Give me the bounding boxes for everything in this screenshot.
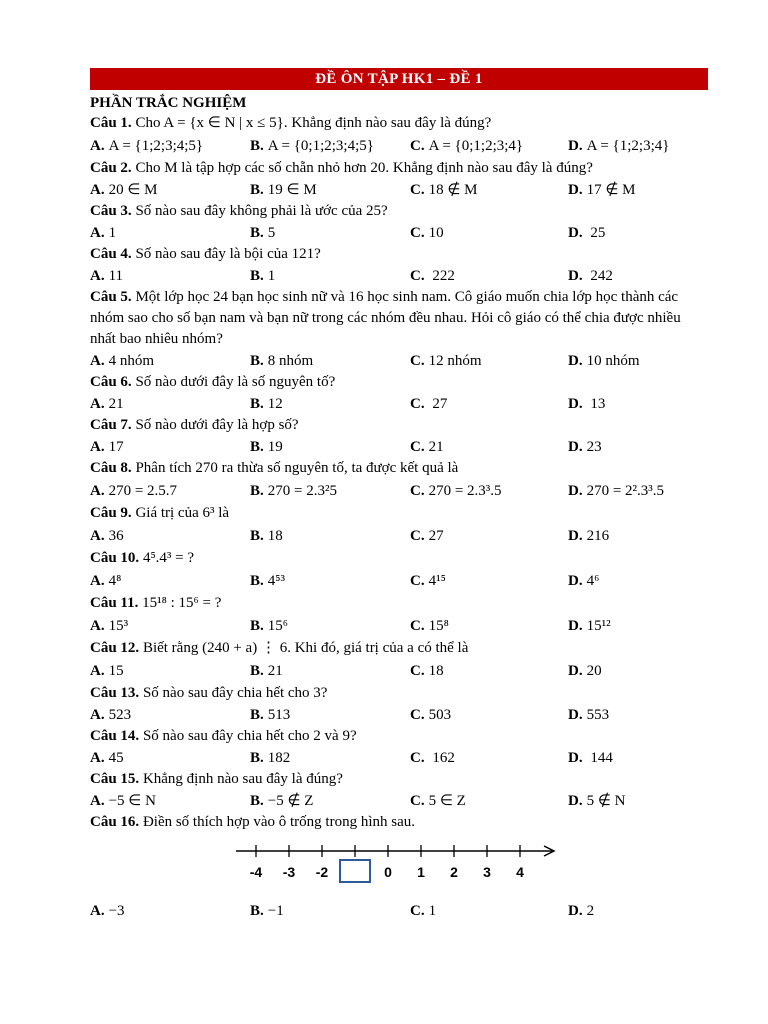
question-label: Câu 15. — [90, 771, 140, 787]
question-list — [90, 113, 708, 922]
option-c — [410, 393, 568, 415]
option-value: 513 — [267, 707, 291, 723]
question-text — [90, 113, 708, 134]
option-b — [250, 659, 410, 683]
option-value: 270 = 2.3³.5 — [428, 483, 502, 499]
option-label: C. — [410, 138, 425, 154]
option-b — [250, 614, 410, 638]
option-value: −1 — [267, 903, 284, 919]
option-value: 12 nhóm — [428, 353, 482, 369]
option-a — [90, 704, 250, 726]
option-label: A. — [90, 663, 105, 679]
option-value: 18 ∉ M — [428, 182, 478, 198]
options-row — [90, 704, 708, 726]
option-d — [568, 747, 708, 769]
option-label: D. — [568, 793, 583, 809]
options-row — [90, 222, 708, 244]
option-value: 216 — [586, 528, 610, 544]
option-d — [568, 393, 708, 415]
exam-page — [90, 68, 708, 922]
question-label: Câu 3. — [90, 203, 132, 219]
option-d — [568, 222, 708, 244]
option-label: D. — [568, 618, 583, 634]
option-value: A = {0;1;2;3;4;5} — [267, 138, 374, 154]
option-value: 17 ∉ M — [586, 182, 636, 198]
option-d — [568, 436, 708, 458]
option-label: C. — [410, 439, 425, 455]
question-label: Câu 9. — [90, 505, 132, 521]
option-value: 10 — [428, 225, 444, 241]
option-c — [410, 479, 568, 503]
number-line-figure — [230, 839, 708, 896]
option-label: B. — [250, 903, 264, 919]
question-label: Câu 10. — [90, 550, 140, 566]
option-label: D. — [568, 353, 583, 369]
option-a — [90, 265, 250, 287]
option-a — [90, 393, 250, 415]
question-text — [90, 201, 708, 222]
option-c — [410, 659, 568, 683]
option-value: 15 — [108, 663, 124, 679]
option-label: B. — [250, 618, 264, 634]
option-label: B. — [250, 138, 264, 154]
option-a — [90, 747, 250, 769]
option-d — [568, 900, 708, 922]
option-c — [410, 524, 568, 548]
option-a — [90, 134, 250, 158]
option-value: 11 — [108, 268, 124, 284]
number-line-label: -2 — [315, 864, 329, 880]
option-a — [90, 900, 250, 922]
option-c — [410, 569, 568, 593]
option-d — [568, 265, 708, 287]
option-a — [90, 436, 250, 458]
question-4 — [90, 244, 708, 287]
options-row — [90, 134, 708, 158]
option-value: 21 — [267, 663, 283, 679]
question-6 — [90, 372, 708, 415]
option-label: C. — [410, 618, 425, 634]
option-value: 4⁶ — [586, 573, 600, 589]
option-value: A = {0;1;2;3;4} — [428, 138, 524, 154]
option-value: 523 — [108, 707, 132, 723]
options-row — [90, 790, 708, 812]
option-value: −5 ∉ Z — [267, 793, 314, 809]
options-row — [90, 614, 708, 638]
number-line-label: -4 — [249, 864, 263, 880]
question-body: Số nào sau đây chia hết cho 3? — [142, 685, 328, 701]
question-body: Số nào dưới đây là số nguyên tố? — [135, 374, 336, 390]
option-label: A. — [90, 903, 105, 919]
option-label: B. — [250, 528, 264, 544]
question-text — [90, 593, 708, 614]
option-d — [568, 659, 708, 683]
option-label: B. — [250, 225, 264, 241]
question-3 — [90, 201, 708, 244]
option-label: A. — [90, 573, 105, 589]
option-value: 553 — [586, 707, 610, 723]
option-label: C. — [410, 750, 425, 766]
option-label: B. — [250, 707, 264, 723]
option-value: 15⁸ — [428, 618, 449, 634]
option-value: 25 — [586, 225, 606, 241]
option-value: 27 — [428, 528, 444, 544]
question-text — [90, 244, 708, 265]
options-row — [90, 524, 708, 548]
option-value: 21 — [108, 396, 124, 412]
option-label: D. — [568, 750, 583, 766]
options-row — [90, 747, 708, 769]
option-d — [568, 350, 708, 372]
option-label: A. — [90, 439, 105, 455]
option-c — [410, 179, 568, 201]
options-row — [90, 265, 708, 287]
option-label: A. — [90, 268, 105, 284]
question-body: 15¹⁸ : 15⁶ = ? — [142, 595, 222, 611]
option-label: B. — [250, 663, 264, 679]
option-c — [410, 704, 568, 726]
option-value: 13 — [586, 396, 606, 412]
option-value: 15¹² — [586, 618, 611, 634]
question-1 — [90, 113, 708, 158]
option-label: C. — [410, 707, 425, 723]
option-label: B. — [250, 439, 264, 455]
question-text — [90, 638, 708, 659]
question-2 — [90, 158, 708, 201]
option-value: A = {1;2;3;4;5} — [108, 138, 204, 154]
option-value: 4¹⁵ — [428, 573, 446, 589]
option-value: 1 — [267, 268, 276, 284]
option-label: B. — [250, 483, 264, 499]
question-label: Câu 16. — [90, 814, 140, 830]
option-label: A. — [90, 182, 105, 198]
question-13 — [90, 683, 708, 726]
option-label: D. — [568, 396, 583, 412]
option-value: 162 — [428, 750, 455, 766]
option-a — [90, 524, 250, 548]
question-text — [90, 726, 708, 747]
question-7 — [90, 415, 708, 458]
option-label: D. — [568, 663, 583, 679]
number-line-label: 1 — [417, 864, 425, 880]
option-label: A. — [90, 618, 105, 634]
option-b — [250, 222, 410, 244]
question-body: 4⁵.4³ = ? — [142, 550, 195, 566]
option-a — [90, 790, 250, 812]
exam-title: ĐỀ ÔN TẬP HK1 – ĐỀ 1 — [90, 68, 708, 90]
option-b — [250, 350, 410, 372]
option-b — [250, 393, 410, 415]
question-14 — [90, 726, 708, 769]
option-value: 10 nhóm — [586, 353, 640, 369]
option-label: D. — [568, 573, 583, 589]
option-label: B. — [250, 573, 264, 589]
question-text — [90, 812, 708, 833]
option-label: C. — [410, 268, 425, 284]
option-value: 182 — [267, 750, 291, 766]
option-value: 5 ∉ N — [586, 793, 626, 809]
option-a — [90, 222, 250, 244]
option-label: B. — [250, 396, 264, 412]
option-label: C. — [410, 182, 425, 198]
question-label: Câu 1. — [90, 115, 132, 131]
option-label: B. — [250, 182, 264, 198]
option-d — [568, 790, 708, 812]
question-body: Số nào sau đây không phải là ước của 25? — [135, 203, 388, 219]
option-label: B. — [250, 268, 264, 284]
question-text — [90, 415, 708, 436]
number-line-label: 2 — [450, 864, 458, 880]
option-label: C. — [410, 663, 425, 679]
option-b — [250, 704, 410, 726]
option-c — [410, 222, 568, 244]
option-value: 222 — [428, 268, 455, 284]
question-10 — [90, 548, 708, 593]
option-label: A. — [90, 353, 105, 369]
option-label: A. — [90, 396, 105, 412]
option-value: 4⁸ — [108, 573, 122, 589]
option-value: 242 — [586, 268, 613, 284]
option-label: D. — [568, 182, 583, 198]
option-a — [90, 659, 250, 683]
question-body: Cho A = {x ∈ N | x ≤ 5}. Khẳng định nào sau đây là đúng? — [135, 115, 492, 131]
question-5 — [90, 287, 708, 372]
question-body: Khẳng định nào sau đây là đúng? — [142, 771, 343, 787]
question-label: Câu 14. — [90, 728, 140, 744]
option-label: D. — [568, 528, 583, 544]
option-a — [90, 614, 250, 638]
option-label: C. — [410, 573, 425, 589]
option-value: 17 — [108, 439, 124, 455]
option-b — [250, 524, 410, 548]
option-value: 270 = 2².3³.5 — [586, 483, 665, 499]
question-body: Điền số thích hợp vào ô trống trong hình sau. — [142, 814, 416, 830]
question-body: Số nào sau đây là bội của 121? — [135, 246, 321, 262]
option-label: C. — [410, 396, 425, 412]
option-label: A. — [90, 750, 105, 766]
option-label: B. — [250, 353, 264, 369]
options-row — [90, 569, 708, 593]
option-value: 4 nhóm — [108, 353, 155, 369]
section-heading: PHẦN TRẮC NGHIỆM — [90, 95, 247, 111]
option-label: C. — [410, 483, 425, 499]
option-value: 15³ — [108, 618, 129, 634]
option-value: 8 nhóm — [267, 353, 314, 369]
option-b — [250, 569, 410, 593]
option-a — [90, 569, 250, 593]
option-label: D. — [568, 138, 583, 154]
option-a — [90, 179, 250, 201]
option-d — [568, 704, 708, 726]
blank-box — [340, 860, 370, 882]
option-value: 36 — [108, 528, 124, 544]
question-label: Câu 11. — [90, 595, 139, 611]
option-label: C. — [410, 793, 425, 809]
option-b — [250, 790, 410, 812]
option-label: C. — [410, 225, 425, 241]
option-value: 4⁵³ — [267, 573, 285, 589]
option-label: D. — [568, 268, 583, 284]
option-label: A. — [90, 483, 105, 499]
option-label: D. — [568, 483, 583, 499]
option-value: 270 = 2.5.7 — [108, 483, 178, 499]
option-c — [410, 350, 568, 372]
option-label: C. — [410, 528, 425, 544]
option-value: 45 — [108, 750, 124, 766]
question-body: Giá trị của 6³ là — [135, 505, 230, 521]
option-value: 15⁶ — [267, 618, 288, 634]
options-row — [90, 350, 708, 372]
option-a — [90, 350, 250, 372]
options-row — [90, 479, 708, 503]
option-value: 503 — [428, 707, 452, 723]
question-text — [90, 548, 708, 569]
option-label: B. — [250, 750, 264, 766]
option-value: 18 — [428, 663, 444, 679]
option-b — [250, 900, 410, 922]
option-value: 27 — [428, 396, 448, 412]
option-value: 19 — [267, 439, 283, 455]
question-body: Cho M là tập hợp các số chẵn nhỏ hơn 20. Khẳng định nào sau đây là đúng? — [135, 160, 593, 176]
option-d — [568, 179, 708, 201]
question-9 — [90, 503, 708, 548]
question-body: Phân tích 270 ra thừa số nguyên tố, ta được kết quả là — [135, 460, 459, 476]
number-line-label: 0 — [384, 864, 392, 880]
options-row — [90, 659, 708, 683]
question-text — [90, 287, 708, 350]
question-text — [90, 458, 708, 479]
option-value: 12 — [267, 396, 283, 412]
question-body: Số nào sau đây chia hết cho 2 và 9? — [142, 728, 357, 744]
option-label: A. — [90, 138, 105, 154]
question-label: Câu 6. — [90, 374, 132, 390]
option-value: 144 — [586, 750, 613, 766]
option-label: A. — [90, 528, 105, 544]
option-label: D. — [568, 439, 583, 455]
option-d — [568, 569, 708, 593]
option-a — [90, 479, 250, 503]
option-label: A. — [90, 707, 105, 723]
option-label: D. — [568, 903, 583, 919]
option-d — [568, 479, 708, 503]
options-row — [90, 393, 708, 415]
option-c — [410, 614, 568, 638]
option-value: −3 — [108, 903, 125, 919]
option-value: A = {1;2;3;4} — [586, 138, 670, 154]
option-value: 1 — [108, 225, 117, 241]
option-value: −5 ∈ N — [108, 793, 156, 809]
option-label: C. — [410, 353, 425, 369]
option-value: 20 ∈ M — [108, 182, 158, 198]
options-row — [90, 436, 708, 458]
option-label: A. — [90, 225, 105, 241]
option-d — [568, 614, 708, 638]
question-16 — [90, 812, 708, 922]
question-label: Câu 4. — [90, 246, 132, 262]
question-text — [90, 158, 708, 179]
question-8 — [90, 458, 708, 503]
option-value: 5 ∈ Z — [428, 793, 466, 809]
question-label: Câu 8. — [90, 460, 132, 476]
question-label: Câu 5. — [90, 289, 132, 305]
option-label: D. — [568, 707, 583, 723]
option-label: A. — [90, 793, 105, 809]
question-body: Số nào dưới đây là hợp số? — [135, 417, 299, 433]
question-label: Câu 13. — [90, 685, 140, 701]
option-value: 1 — [428, 903, 437, 919]
option-value: 19 ∈ M — [267, 182, 317, 198]
question-11 — [90, 593, 708, 638]
question-15 — [90, 769, 708, 812]
option-value: 20 — [586, 663, 602, 679]
option-b — [250, 479, 410, 503]
option-label: B. — [250, 793, 264, 809]
option-value: 270 = 2.3²5 — [267, 483, 337, 499]
option-value: 2 — [586, 903, 595, 919]
number-line-label: 3 — [483, 864, 491, 880]
option-b — [250, 265, 410, 287]
option-b — [250, 747, 410, 769]
question-body: Biết rằng (240 + a) ⋮ 6. Khi đó, giá trị của a có thể là — [142, 640, 469, 656]
option-label: D. — [568, 225, 583, 241]
option-d — [568, 134, 708, 158]
question-text — [90, 769, 708, 790]
question-label: Câu 7. — [90, 417, 132, 433]
option-value: 21 — [428, 439, 444, 455]
option-c — [410, 436, 568, 458]
option-c — [410, 900, 568, 922]
option-c — [410, 747, 568, 769]
option-b — [250, 179, 410, 201]
option-label: C. — [410, 903, 425, 919]
question-label: Câu 2. — [90, 160, 132, 176]
number-line-label: -3 — [282, 864, 296, 880]
number-line-label: 4 — [516, 864, 524, 880]
options-row — [90, 179, 708, 201]
option-c — [410, 265, 568, 287]
option-c — [410, 134, 568, 158]
question-text — [90, 372, 708, 393]
option-value: 5 — [267, 225, 276, 241]
options-row — [90, 900, 708, 922]
question-text — [90, 503, 708, 524]
option-value: 18 — [267, 528, 283, 544]
option-d — [568, 524, 708, 548]
option-value: 23 — [586, 439, 602, 455]
option-c — [410, 790, 568, 812]
question-label: Câu 12. — [90, 640, 140, 656]
question-body: Một lớp học 24 bạn học sinh nữ và 16 học sinh nam. Cô giáo muốn chia lớp học thành các nhóm sao cho số bạn nam và bạn nữ trong các nhóm đều nhau. Hỏi cô giáo có thể chia được nhiều nhất bao nhiêu nhóm? — [90, 289, 681, 347]
question-text — [90, 683, 708, 704]
question-12 — [90, 638, 708, 683]
option-b — [250, 436, 410, 458]
option-b — [250, 134, 410, 158]
